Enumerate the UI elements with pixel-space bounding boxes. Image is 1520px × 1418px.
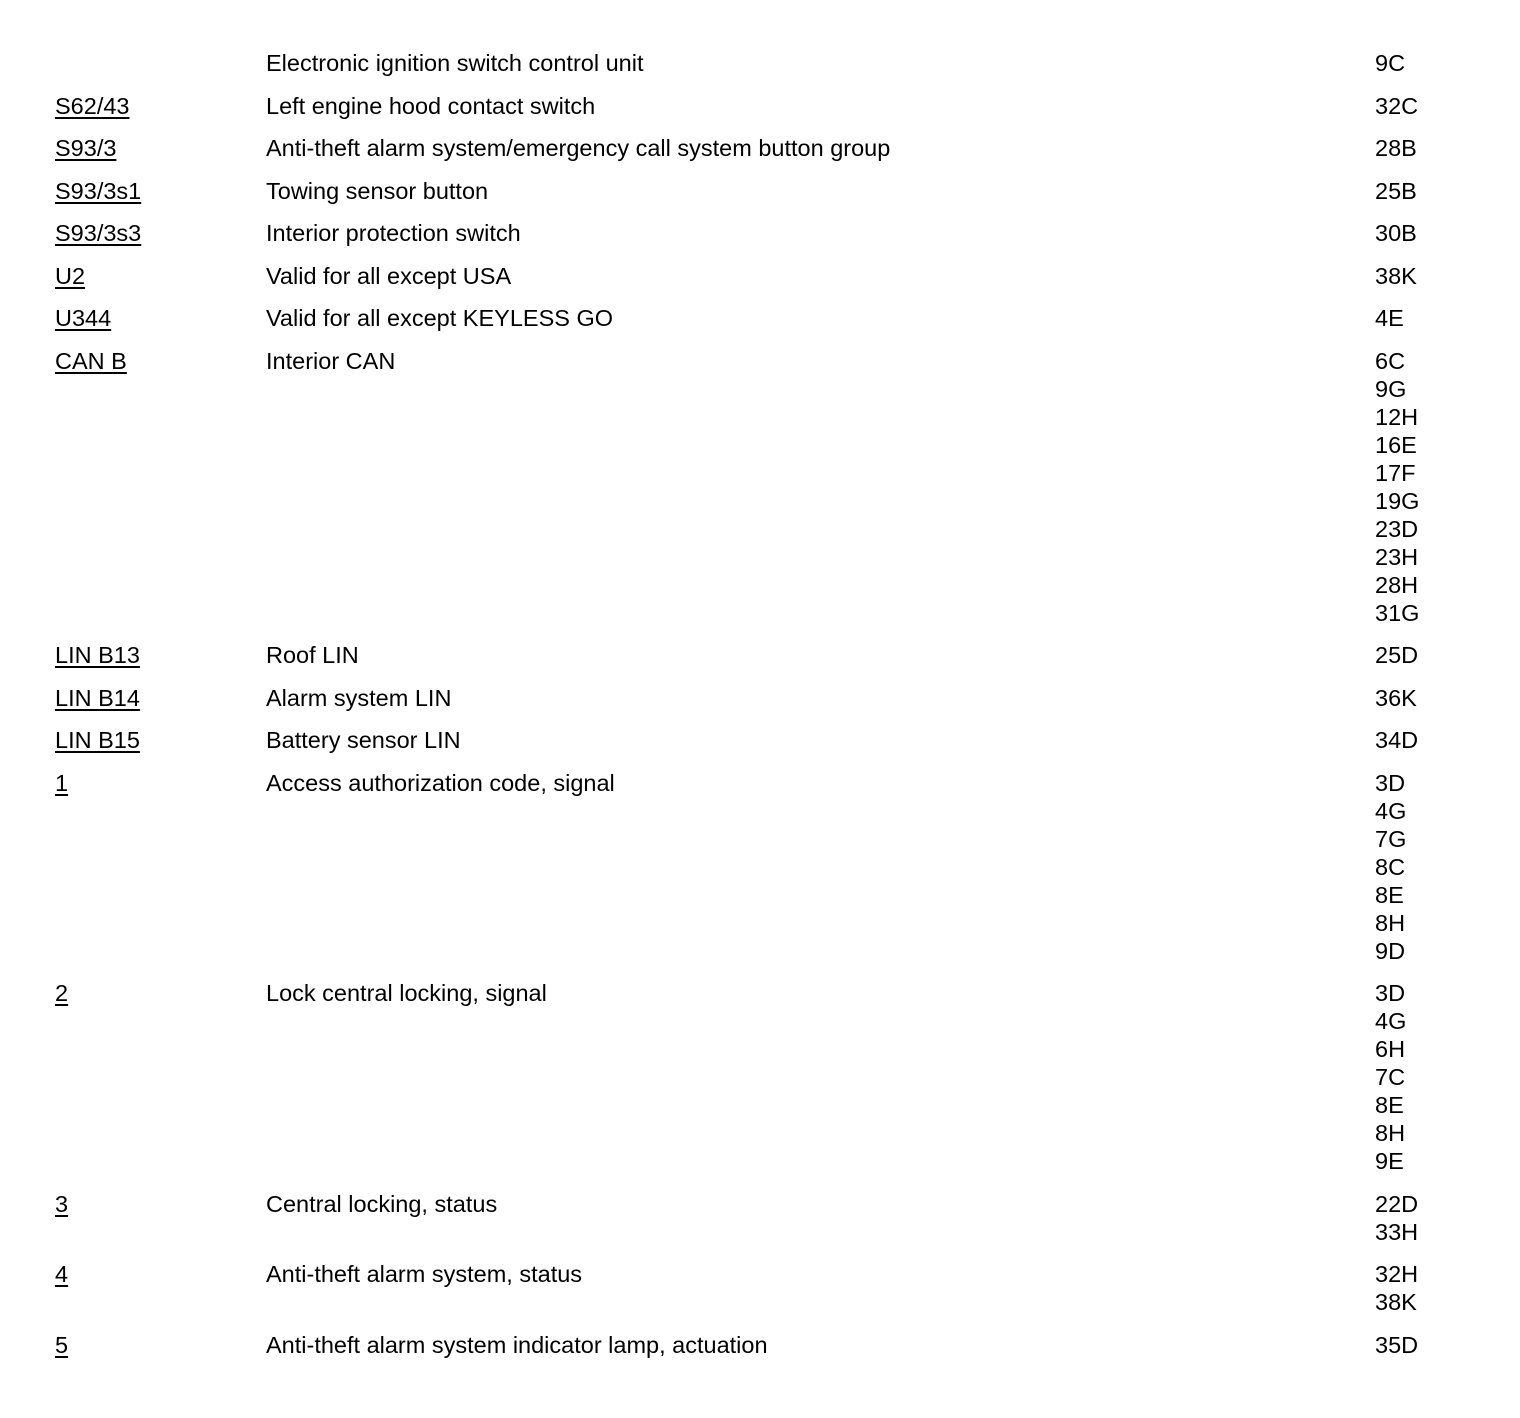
legend-row [0, 769, 1520, 965]
grid-reference: 23D [1375, 515, 1419, 542]
grid-reference: 8E [1375, 881, 1404, 908]
legend-row [0, 347, 1520, 627]
component-description: Interior protection switch [266, 220, 521, 246]
grid-reference: 4E [1375, 305, 1404, 331]
component-description: Left engine hood contact switch [266, 92, 596, 119]
grid-reference-list [1375, 134, 1520, 162]
grid-reference-list [1375, 92, 1520, 120]
component-code-link[interactable]: S93/3s1 [55, 177, 142, 204]
component-code-link[interactable]: S62/43 [55, 92, 130, 119]
legend-row [0, 262, 1520, 290]
legend-row [0, 49, 1520, 77]
grid-reference-list [1375, 726, 1520, 754]
grid-reference: 8H [1375, 1120, 1406, 1146]
grid-reference-list [1375, 304, 1520, 332]
grid-reference: 23H [1375, 543, 1419, 570]
component-code-link[interactable]: LIN B14 [55, 684, 140, 711]
grid-reference: 32C [1375, 92, 1419, 119]
component-code-link[interactable]: LIN B13 [55, 642, 140, 668]
component-description: Lock central locking, signal [266, 980, 547, 1006]
grid-reference: 32H [1375, 1261, 1419, 1287]
grid-reference: 19G [1375, 487, 1420, 514]
component-description: Anti-theft alarm system/emergency call system button group [266, 135, 891, 161]
component-code-link[interactable]: S93/3 [55, 135, 117, 161]
grid-reference: 7G [1375, 825, 1407, 852]
grid-reference-list [1375, 1331, 1520, 1359]
component-code-link[interactable]: 5 [55, 1331, 69, 1358]
component-description: Valid for all except KEYLESS GO [266, 305, 614, 331]
grid-reference: 8H [1375, 909, 1406, 936]
grid-reference-list [1375, 219, 1520, 247]
grid-reference-list [1375, 641, 1520, 669]
grid-reference: 35D [1375, 1331, 1419, 1358]
legend-row [0, 177, 1520, 205]
grid-reference: 38K [1375, 1289, 1417, 1315]
component-code-link[interactable]: CAN B [55, 347, 127, 374]
component-description: Central locking, status [266, 1190, 498, 1217]
grid-reference-list [1375, 347, 1520, 627]
legend-row [0, 92, 1520, 120]
grid-reference: 31G [1375, 599, 1420, 626]
grid-reference: 7C [1375, 1064, 1406, 1090]
grid-reference-list [1375, 769, 1520, 965]
grid-reference-list [1375, 1190, 1520, 1246]
grid-reference: 8C [1375, 853, 1406, 880]
grid-reference: 6C [1375, 347, 1406, 374]
grid-reference: 34D [1375, 727, 1419, 753]
legend-row [0, 1190, 1520, 1246]
grid-reference: 16E [1375, 431, 1417, 458]
grid-reference-list [1375, 177, 1520, 205]
component-code-link[interactable]: S93/3s3 [55, 220, 142, 246]
grid-reference: 4G [1375, 1008, 1407, 1034]
legend-row [0, 979, 1520, 1175]
grid-reference: 22D [1375, 1190, 1419, 1217]
component-code-link[interactable]: 4 [55, 1261, 69, 1287]
grid-reference-list [1375, 49, 1520, 77]
grid-reference: 30B [1375, 220, 1417, 246]
component-description: Anti-theft alarm system indicator lamp, actuation [266, 1331, 768, 1358]
legend-row [0, 684, 1520, 712]
component-code-link[interactable]: 3 [55, 1190, 69, 1217]
component-code-link[interactable]: 1 [55, 769, 69, 796]
grid-reference: 3D [1375, 980, 1406, 1006]
component-code-link[interactable]: U344 [55, 305, 112, 331]
component-description: Access authorization code, signal [266, 769, 615, 796]
legend-row [0, 641, 1520, 669]
legend-row [0, 304, 1520, 332]
legend-row [0, 726, 1520, 754]
grid-reference: 25D [1375, 642, 1419, 668]
component-description: Roof LIN [266, 642, 359, 668]
grid-reference-list [1375, 684, 1520, 712]
grid-reference: 6H [1375, 1036, 1406, 1062]
grid-reference: 4G [1375, 797, 1407, 824]
grid-reference: 28H [1375, 571, 1419, 598]
grid-reference: 9D [1375, 937, 1406, 964]
component-description: Electronic ignition switch control unit [266, 50, 644, 76]
grid-reference: 17F [1375, 459, 1416, 486]
component-description: Interior CAN [266, 347, 396, 374]
component-description: Valid for all except USA [266, 262, 512, 289]
component-description: Battery sensor LIN [266, 727, 461, 753]
legend-row [0, 1331, 1520, 1359]
grid-reference: 12H [1375, 403, 1419, 430]
grid-reference: 38K [1375, 262, 1417, 289]
component-description: Anti-theft alarm system, status [266, 1261, 583, 1287]
grid-reference: 3D [1375, 769, 1406, 796]
component-code-link[interactable]: LIN B15 [55, 727, 140, 753]
legend-row [0, 1260, 1520, 1316]
grid-reference: 36K [1375, 684, 1417, 711]
grid-reference: 28B [1375, 135, 1417, 161]
grid-reference: 25B [1375, 177, 1417, 204]
component-description: Alarm system LIN [266, 684, 452, 711]
grid-reference: 9E [1375, 1148, 1404, 1174]
component-description: Towing sensor button [266, 177, 489, 204]
grid-reference-list [1375, 979, 1520, 1175]
grid-reference: 9C [1375, 50, 1406, 76]
legend-table [0, 49, 1520, 1373]
component-code-link[interactable]: U2 [55, 262, 86, 289]
grid-reference: 8E [1375, 1092, 1404, 1118]
grid-reference: 9G [1375, 375, 1407, 402]
legend-row [0, 219, 1520, 247]
grid-reference-list [1375, 262, 1520, 290]
grid-reference-list [1375, 1260, 1520, 1316]
grid-reference: 33H [1375, 1218, 1419, 1245]
legend-row [0, 134, 1520, 162]
component-code-link[interactable]: 2 [55, 980, 69, 1006]
